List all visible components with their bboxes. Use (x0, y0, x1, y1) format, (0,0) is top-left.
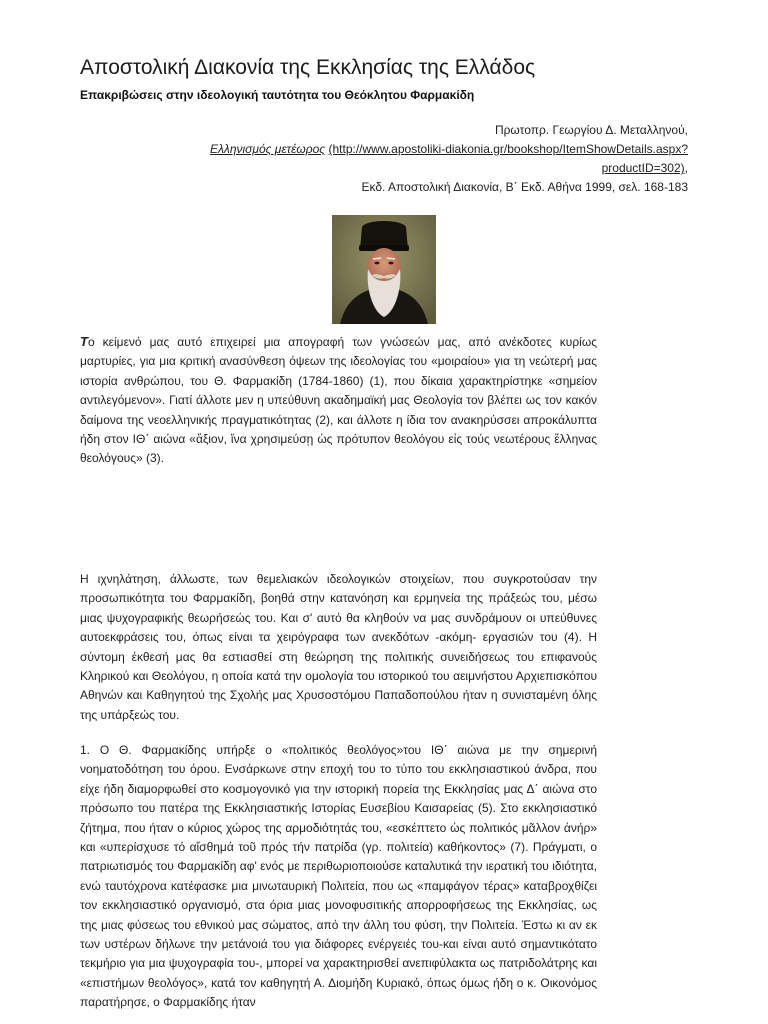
body-paragraph-1 (80, 332, 597, 469)
paragraph-1-text: ο κείμενό μας αυτό επιχειρεί μια απογραφή των γνώσεών μας, από ανέκδοτες κυρίως μαρτυρίες, για μια κριτική ανασύνθεση όψεων της ιδεολογίας του «μοιραίου» για τη νεώτερή μας ιστορία ανθρώπου, του Θ. Φαρμακίδη (1784-1860) (1), που δίκαια χαρακτηρίστηκε «σημείον αντιλεγόμενον». Γιατί άλλοτε μεν η υπεύθυνη ακαδημαϊκή μας Θεολογία τον βλέπει ως τον κακόν δαίμονα της νεοελληνικής πραγματικότητας (2), και άλλοτε η ίδια τον ανακηρύσσει απροκάλυπτα ήδη στον ΙΘ΄ αιώνα «ἄξιον, ἵνα χρησιμεύσῃ ὡς πρότυπον θεολόγου εἰς τούς νεωτέρους ἕλληνας θεολόγους» (3). (80, 335, 597, 466)
attribution-block (168, 121, 688, 197)
page-title: Αποστολική Διακονία της Εκκλησίας της Ελλάδος (80, 56, 536, 80)
book-title-link[interactable]: Ελληνισμός μετέωρος (210, 142, 326, 156)
portrait-right-eye (388, 262, 393, 265)
article-subtitle: Επακριβώσεις στην ιδεολογική ταυτότητα του Θεόκλητου Φαρμακίδη (80, 88, 475, 102)
drop-cap-letter: Τ (80, 334, 88, 349)
body-paragraph-2: Η ιχνηλάτηση, άλλωστε, των θεμελιακών ιδεολογικών στοιχείων, που συγκροτούσαν την προσωπικότητα του Φαρμακίδη, βοηθά στην κατανόηση και ερμηνεία της πράξεώς του, μέσω μιας ψυχογραφικής θεωρήσεώς του. Και σ' αυτό θα κληθούν να μας συνδράμουν οι υπεύθυνες αυτοεκφράσεις του, όπως είναι τα χειρόγραφα των ανεκδότων -ακόμη- εργασιών του (4). Η σύντομη έκθεσή μας θα εστιασθεί στη θεώρηση της πολιτικής συνειδήσεως του επιφανούς Κληρικού και Θεολόγου, η οποία κατά την ομολογία του ιστορικού του αειμνήστου Αρχιεπισκόπου Αθηνών και Καθηγητού της Σχολής μας Χρυσοστόμου Παπαδοπούλου ήταν η συνισταμένη όλης της υπάρξεώς του. (80, 572, 597, 722)
book-url-link[interactable]: (http://www.apostoliki-diakonia.gr/bookshop/ItemShowDetails.aspx?productID=302) (328, 142, 688, 175)
author-line: Πρωτοπρ. Γεωργίου Δ. Μεταλληνού, (494, 123, 688, 137)
source-reference (168, 140, 688, 178)
portrait-left-eye (374, 262, 379, 265)
link-suffix: , (684, 161, 688, 175)
portrait-illustration (332, 215, 436, 324)
portrait-hat (360, 221, 408, 249)
publisher-line: Εκδ. Αποστολική Διακονία, Β΄ Εκδ. Αθήνα 1999, σελ. 168-183 (361, 180, 688, 194)
portrait-image (332, 215, 436, 324)
body-paragraph-3: 1. Ο Θ. Φαρμακίδης υπήρξε ο «πολιτικός θεολόγος»του ΙΘ΄ αιώνα με την σημερινή νοηματοδότηση του όρου. Ενσάρκωνε στην εποχή του το τύπο του εκκλησιαστικού άνδρα, που είχε ήδη διαμορφωθεί στο κοσμογονικό για την ιστορική πορεία της Εκκλησίας μας Δ΄ αιώνα στο πρόσωπο του πατέρα της Εκκλησιαστικής Ιστορίας Ευσεβίου Καισαρείας (5). Στο εκκλησιαστικό ζήτημα, που ήταν ο κύριος χώρος της αρμοδιότητάς του, «εσκέπτετο ὡς πολιτικός μᾶλλον ἀνήρ» και «υπερίσχυσε τό αἴσθημά τοῦ πρός τήν πατρίδα (γρ. πολιτεία) καθήκοντος» (7). Πράγματι, ο πατριωτισμός του Φαρμακίδη αφ' ενός με περιθωριοποιούσε καταλυτικά την ιερατική του ιδιότητα, ενώ ταυτόχρονα κατέφασκε μια μινωταυρική Πολιτεία, που ως «παμφάγον τέρας» καταβροχθίζει τον εκκλησιαστικό οργανισμό, στα όρια μιας μονοφυσιτικής απορροφήσεως της Εκκλησίας, ως της μιας φύσεως του εθνικού μας σώματος, από την άλλη του φύση, την Πολιτεία. Έστω κι αν εκ των υστέρων δήλωνε την μετάνοιά του για διάφορες ενέργειές του-και είναι αυτό σημαντικότατο τεκμήριο για μια ψυχογραφία του-, μπορεί να χαρακτηρισθεί ανεπιφύλακτα ως πατριδολάτρης και «επιστήμων θεολόγος», κατά τον καθηγητή Α. Διομήδη Κυριακό, όπως όμως ήδη ο κ. Οικονόμος παρατήρησε, ο Φαρμακίδης ήταν (80, 743, 597, 1010)
